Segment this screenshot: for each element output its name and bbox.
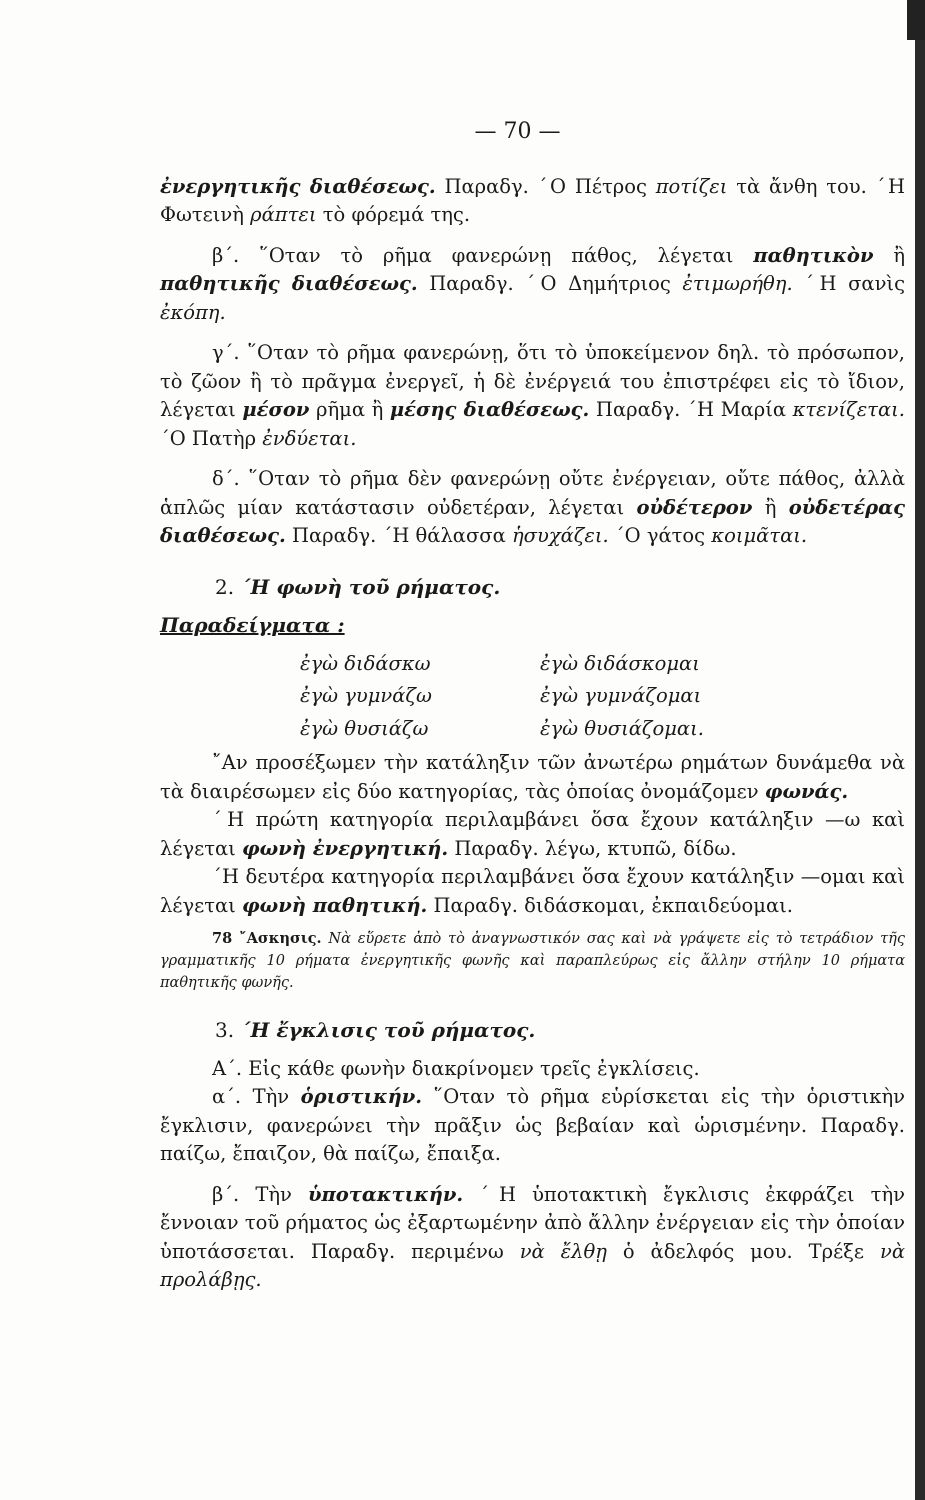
scan-corner [907,0,925,40]
paragraph-active-voice-end: ἐνεργητικῆς διαθέσεως. Παραδγ. ˊΟ Πέτρος ποτίζει τὰ ἄνθη του. ˊΗ Φωτεινὴ ράπτει τὸ φόρεμά της. [160,174,905,226]
paragraph-subjunctive: β΄. Τὴν ὑποτακτικήν. ˊΗ ὑποτακτικὴ ἔγκλισις ἐκφράζει τὴν ἔννοιαν τοῦ ρήματος ὡς ἐξαρτωμένην ἀπὸ ἄλλην ἐνέργειαν εἰς τὴν ὁποίαν ὑποτάσσεται. Παραδγ. περιμένω νὰ ἔλθῃ ὁ ἀδελφός μου. Τρέξε νὰ προλάβῃς. [160,1182,905,1291]
examples-table [300,650,820,744]
scan-border [915,0,925,1500]
example-active: ἐγὼ διδάσκω [300,651,431,675]
example-active: ἐγὼ γυμνάζω [300,684,432,707]
example-active: ἐγὼ θυσιάζω [300,716,429,740]
book-page [160,118,905,1295]
paragraph-passive-voice: ˊΗ δευτέρα κατηγορία περιλαμβάνει ὅσα ἔχουν κατάληξιν —ομαι καὶ λέγεται φωνὴ παθητική. Παραδγ. διδάσκομαι, ἐκπαιδεύομαι. [160,865,905,917]
section-heading-voice: 2. ˊΗ φωνὴ τοῦ ρήματος. [215,574,501,599]
paragraph-indicative: α΄. Τὴν ὁριστικήν. ῞Οταν τὸ ρῆμα εὑρίσκεται εἰς τὴν ὁριστικὴν ἔγκλισιν, φανερώνει τὴν πρᾶξιν ὡς βεβαίαν καὶ ὡρισμένην. Παραδγ. παίζω, ἔπαιζον, θὰ παίζω, ἔπαιξα. [160,1085,905,1165]
paragraph-voices: ῎Αν προσέξωμεν τὴν κατάληξιν τῶν ἀνωτέρω ρημάτων δυνάμεθα νὰ τὰ διαιρέσωμεν εἰς δύο κατηγορίας, τὰς ὁποίας ὀνομάζομεν φωνάς. [160,751,905,803]
paragraph-passive: β΄. ῞Οταν τὸ ρῆμα φανερώνῃ πάθος, λέγεται παθητικὸν ἢ παθητικῆς διαθέσεως. Παραδγ. ˊΟ Δημήτριος ἐτιμωρήθη. ˊΗ σανὶς ἐκόπη. [160,243,906,324]
paragraph-active-voice: ˊΗ πρώτη κατηγορία περιλαμβάνει ὅσα ἔχουν κατάληξιν —ω καὶ λέγεται φωνὴ ἐνεργητική. Παραδγ. λέγω, κτυπῶ, δίδω. [160,808,905,860]
page-number: — 70 — [474,119,561,144]
paragraph-middle: γ΄. ῞Οταν τὸ ρῆμα φανερώνῃ, ὅτι τὸ ὑποκείμενον δηλ. τὸ πρόσωπον, τὸ ζῶον ἢ τὸ πρᾶγμα ἐνεργεῖ, ἡ δὲ ἐνέργειά του ἐπιστρέφει εἰς τὸ ἴδιον, λέγεται μέσον ρῆμα ἢ μέσης διαθέσεως. Παραδγ. ˊΗ Μαρία κτενίζεται. ˊΟ Πατὴρ ἐνδύεται. [160,341,905,450]
example-passive: ἐγὼ διδάσκομαι [540,651,700,675]
example-passive: ἐγὼ γυμνάζομαι [540,684,702,707]
exercise-78: 78 ῎Ασκησις. Νὰ εὕρετε ἀπὸ τὸ ἀναγνωστικόν σας καὶ νὰ γράψετε εἰς τὸ τετράδιον τῆς γραμματικῆς 10 ρήματα ἐνεργητικῆς φωνῆς καὶ παραπλεύρως εἰς ἄλλην στήλην 10 ρήματα παθητικῆς φωνῆς. [160,930,905,991]
example-passive: ἐγὼ θυσιάζομαι. [540,716,704,740]
paragraph-moods: Α΄. Εἰς κάθε φωνὴν διακρίνομεν τρεῖς ἐγκλίσεις. [212,1056,700,1080]
paragraph-neuter: δ΄. ῞Οταν τὸ ρῆμα δὲν φανερώνῃ οὔτε ἐνέργειαν, οὔτε πάθος, ἀλλὰ ἁπλῶς μίαν κατάστασιν οὐδετέραν, λέγεται οὐδέτερον ἢ οὐδετέρας διαθέσεως. Παραδγ. ˊΗ θάλασσα ἡσυχάζει. ˊΟ γάτος κοιμᾶται. [160,467,905,547]
section-heading-mood: 3. ˊΗ ἔγκλισις τοῦ ρήματος. [215,1018,536,1042]
examples-title: Παραδείγματα : [160,613,345,637]
